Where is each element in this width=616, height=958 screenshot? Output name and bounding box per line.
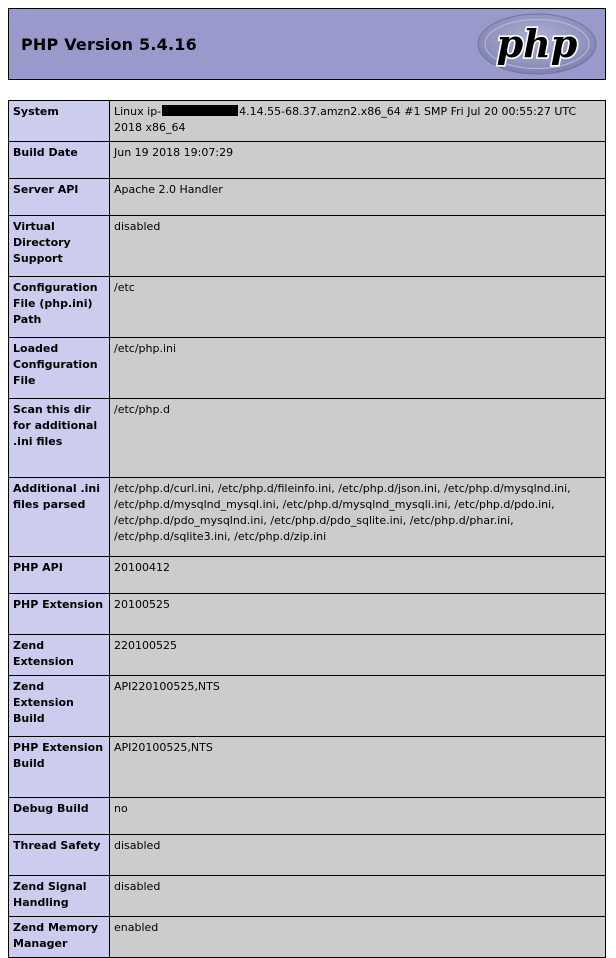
table-row — [9, 277, 606, 338]
row-value: enabled — [110, 917, 606, 958]
table-row — [9, 876, 606, 917]
page-title: PHP Version 5.4.16 — [21, 34, 197, 54]
row-label: Configuration File (php.ini) Path — [9, 277, 110, 338]
row-label: Thread Safety — [9, 835, 110, 876]
row-label: Zend Extension — [9, 635, 110, 676]
row-label: Server API — [9, 179, 110, 216]
row-label: Build Date — [9, 142, 110, 179]
row-value: Jun 19 2018 19:07:29 — [110, 142, 606, 179]
table-row — [9, 835, 606, 876]
row-label: Zend Signal Handling — [9, 876, 110, 917]
row-value: /etc/php.d — [110, 399, 606, 478]
row-value: 20100412 — [110, 557, 606, 594]
row-label: Debug Build — [9, 798, 110, 835]
row-label: System — [9, 101, 110, 142]
row-value: Apache 2.0 Handler — [110, 179, 606, 216]
phpinfo-page — [8, 0, 608, 958]
phpinfo-table-body — [9, 101, 606, 958]
phpinfo-core-table — [8, 100, 606, 958]
row-label: PHP Extension — [9, 594, 110, 635]
table-row — [9, 216, 606, 277]
row-value: /etc/php.ini — [110, 338, 606, 399]
row-value: 20100525 — [110, 594, 606, 635]
svg-text:php: php — [496, 21, 578, 66]
table-row — [9, 917, 606, 958]
row-value: /etc/php.d/curl.ini, /etc/php.d/fileinfo.ini, /etc/php.d/json.ini, /etc/php.d/mysqlnd.ini, /etc/php.d/mysqlnd_mysql.ini, /etc/php.d/mysqlnd_mysqli.ini, /etc/php.d/pdo.ini, /etc/php.d/pdo_mysqlnd.ini, /etc/php.d/pdo_sqlite.ini, /etc/php.d/phar.ini, /etc/php.d/sqlite3.ini, /etc/php.d/zip.ini — [110, 478, 606, 557]
table-row — [9, 557, 606, 594]
table-row — [9, 676, 606, 737]
row-value: disabled — [110, 835, 606, 876]
row-value: disabled — [110, 876, 606, 917]
table-row — [9, 142, 606, 179]
php-version-banner — [8, 8, 606, 80]
row-label: Loaded Configuration File — [9, 338, 110, 399]
table-row — [9, 478, 606, 557]
banner-table-spacer — [8, 80, 608, 100]
table-row — [9, 635, 606, 676]
table-row — [9, 101, 606, 142]
row-value: /etc — [110, 277, 606, 338]
row-label: Scan this dir for additional .ini files — [9, 399, 110, 478]
row-label: Virtual Directory Support — [9, 216, 110, 277]
table-row — [9, 399, 606, 478]
table-row — [9, 338, 606, 399]
row-value — [110, 101, 606, 142]
table-row — [9, 179, 606, 216]
redaction-bar — [162, 105, 238, 116]
table-row — [9, 594, 606, 635]
row-value-suffix: 4.14.55-68.37.amzn2.x86_64 #1 SMP Fri Jul 20 00:55:27 UTC 2018 x86_64 — [114, 105, 577, 134]
row-value: disabled — [110, 216, 606, 277]
php-logo — [477, 12, 597, 76]
row-value: API220100525,NTS — [110, 676, 606, 737]
row-label: Additional .ini files parsed — [9, 478, 110, 557]
table-row — [9, 737, 606, 798]
row-label: Zend Memory Manager — [9, 917, 110, 958]
row-value: no — [110, 798, 606, 835]
row-value: 220100525 — [110, 635, 606, 676]
row-label: Zend Extension Build — [9, 676, 110, 737]
table-row — [9, 798, 606, 835]
row-value-prefix: Linux ip- — [114, 105, 162, 118]
row-value: API20100525,NTS — [110, 737, 606, 798]
row-label: PHP API — [9, 557, 110, 594]
row-label: PHP Extension Build — [9, 737, 110, 798]
